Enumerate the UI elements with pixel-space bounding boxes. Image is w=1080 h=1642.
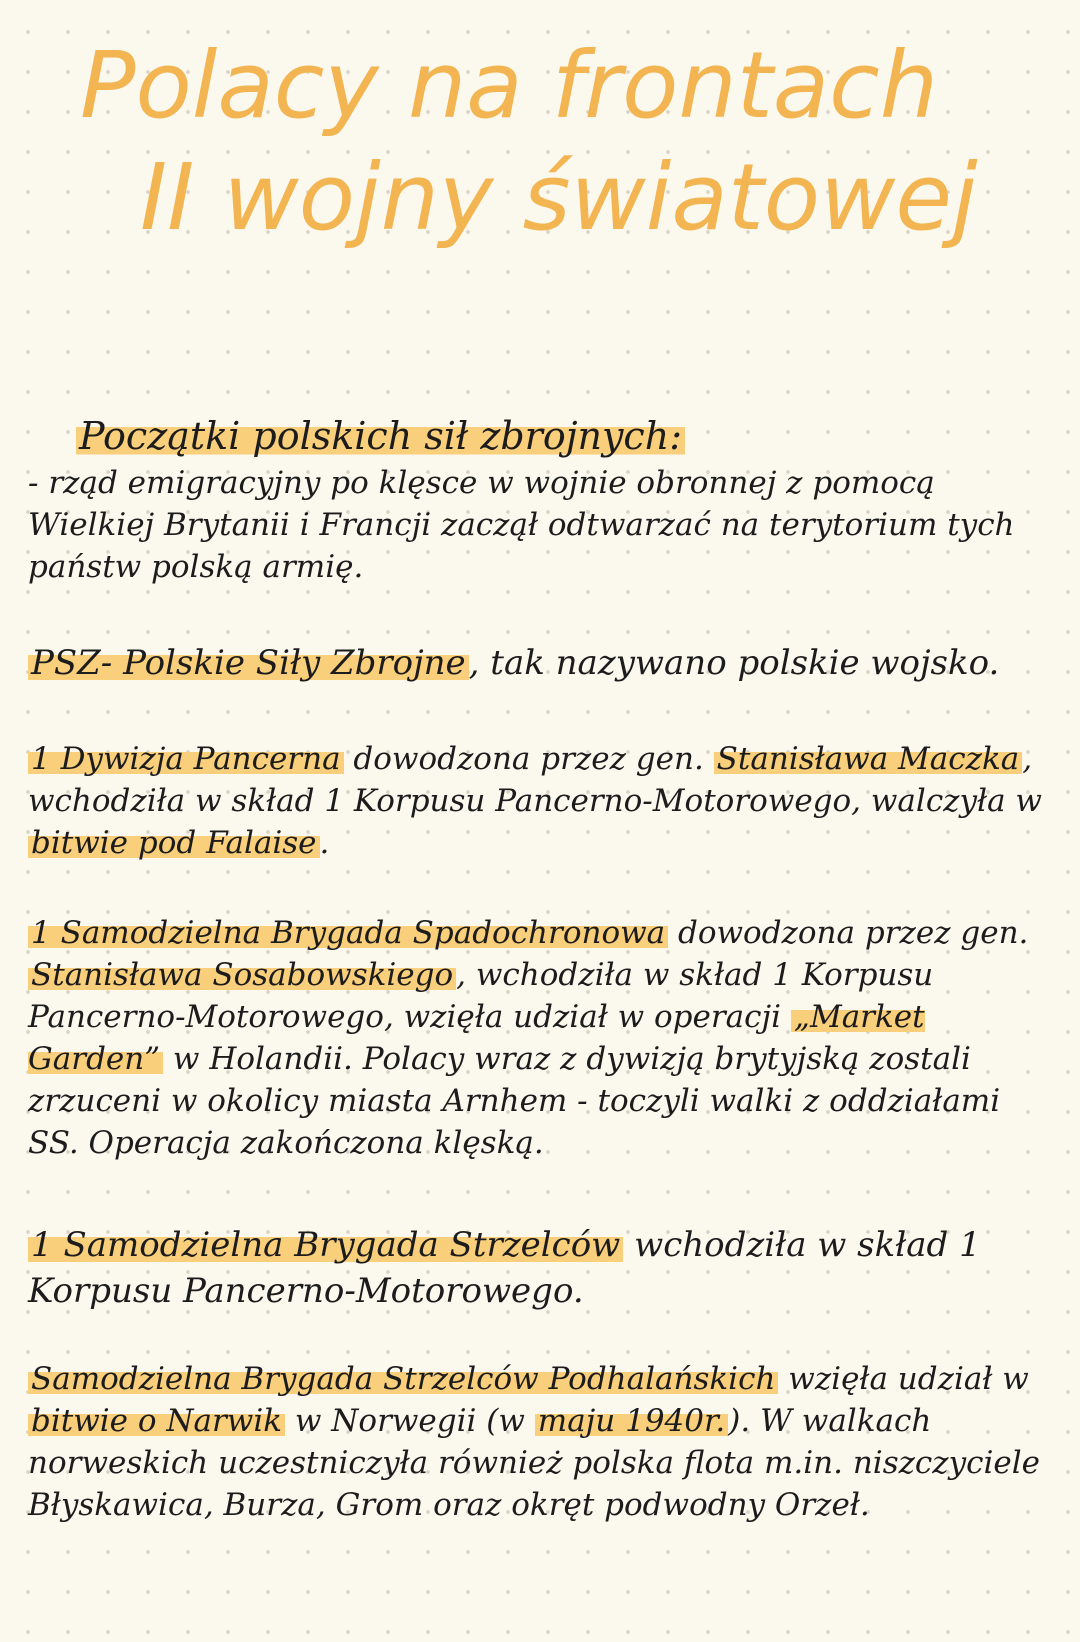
parachute-commander: Stanisława Sosabowskiego <box>28 957 456 993</box>
highlanders-text-3: ). W walkach norweskich uczestniczyła również polska flota m.in. niszczyciele Błyskawica, Burza, Grom oraz okręt podwodny Orzeł. <box>28 1403 1041 1523</box>
parachute-brigade-name: 1 Samodzielna Brygada Spadochronowa <box>28 915 668 951</box>
parachute-text-1: dowodzona przez gen. <box>668 915 1029 951</box>
intro-heading <box>28 412 1058 460</box>
riflemen-paragraph <box>28 1222 1058 1314</box>
psz-paragraph <box>28 640 1058 686</box>
division-text-3: . <box>319 825 330 861</box>
highlanders-text-1: wzięła udział w <box>778 1361 1029 1397</box>
division-commander: Stanisława Maczka <box>714 741 1023 777</box>
division-name: 1 Dywizja Pancerna <box>28 741 344 777</box>
division-paragraph <box>28 738 1058 864</box>
highlanders-text-2: w Norwegii (w <box>285 1403 535 1439</box>
intro-text: - rząd emigracyjny po klęsce w wojnie obronnej z pomocą Wielkiej Brytanii i Francji zaczął odtwarzać na terytorium tych państw polską armię. <box>28 465 1015 585</box>
division-text-1: dowodzona przez gen. <box>343 741 714 777</box>
title-line-2: II wojny światowej <box>140 144 978 251</box>
parachute-paragraph <box>28 912 1058 1164</box>
intro-heading-text: Początki polskich sił zbrojnych: <box>76 414 685 458</box>
highlanders-brigade-name: Samodzielna Brygada Strzelców Podhalańskich <box>28 1361 778 1397</box>
intro-section <box>28 412 1058 588</box>
division-text-2: , wchodziła w skład 1 Korpusu Pancerno-Motorowego, walczyła w <box>28 741 1042 819</box>
market-garden-operation: „Market Garden” <box>28 999 925 1077</box>
psz-rest: , tak nazywano polskie wojsko. <box>468 643 1000 683</box>
division-battle: bitwie pod Falaise <box>28 825 320 861</box>
narvik-battle: bitwie o Narwik <box>28 1403 285 1439</box>
title-line-1: Polacy na frontach <box>80 32 939 139</box>
riflemen-brigade-name: 1 Samodzielna Brygada Strzelców <box>28 1225 623 1265</box>
battle-date: maju 1940r. <box>535 1403 728 1439</box>
parachute-text-3: w Holandii. Polacy wraz z dywizją brytyjską zostali zrzuceni w okolicy miasta Arnhem - toczyli walki z oddziałami SS. Operacja zakończona klęską. <box>28 1041 1001 1161</box>
page-title <box>80 30 980 254</box>
highlanders-paragraph <box>28 1358 1058 1526</box>
psz-highlight: PSZ- Polskie Siły Zbrojne <box>28 643 469 683</box>
parachute-text-2: , wchodziła w skład 1 Korpusu Pancerno-Motorowego, wzięła udział w operacji <box>28 957 934 1035</box>
riflemen-text-1: wchodziła w skład 1 Korpusu Pancerno-Motorowego. <box>28 1225 981 1311</box>
